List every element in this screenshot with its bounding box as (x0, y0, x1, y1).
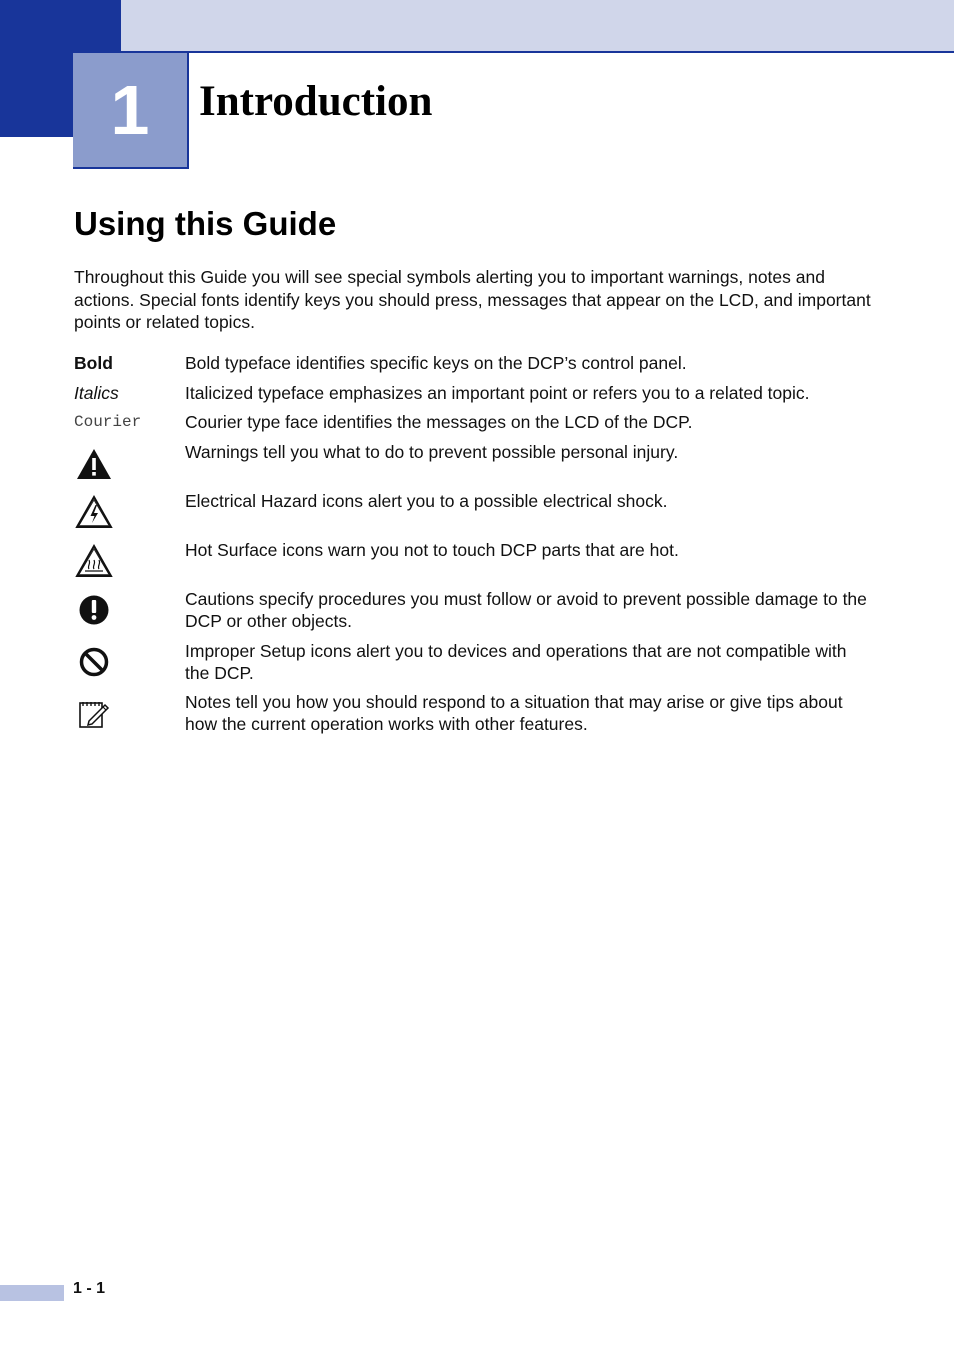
caution-icon (74, 588, 114, 628)
hot-surface-icon (74, 539, 114, 579)
icon-desc-warning: Warnings tell you what to do to prevent possible personal injury. (185, 442, 679, 462)
warning-icon (74, 441, 114, 481)
icon-desc-electrical-hazard: Electrical Hazard icons alert you to a possible electrical shock. (185, 491, 668, 511)
convention-term-bold: Bold (74, 353, 113, 373)
note-icon (74, 691, 114, 731)
icon-desc-caution: Cautions specify procedures you must follow or avoid to prevent possible damage to the DCP or other objects. (185, 589, 867, 631)
intro-paragraph: Throughout this Guide you will see special symbols alerting you to important warnings, notes and actions. Special fonts identify keys you should press, messages that appear on the LCD, and important points or related topics. (74, 267, 871, 332)
icon-desc-hot-surface: Hot Surface icons warn you not to touch DCP parts that are hot. (185, 540, 679, 560)
page-number: 1 - 1 (73, 1280, 106, 1297)
chapter-number-box (73, 53, 189, 169)
convention-term-italics: Italics (74, 383, 119, 403)
convention-desc-courier: Courier type face identifies the messages on the LCD of the DCP. (185, 412, 693, 432)
chapter-title: Introduction (199, 78, 433, 125)
convention-desc-italics: Italicized typeface emphasizes an important point or refers you to a related topic. (185, 383, 810, 403)
improper-setup-icon (74, 640, 114, 680)
header-rule (121, 51, 954, 53)
icon-desc-improper-setup: Improper Setup icons alert you to devices and operations that are not compatible with the DCP. (185, 641, 847, 683)
chapter-number: 1 (110, 71, 150, 149)
header-band-light (121, 0, 954, 52)
footer-bar (0, 1285, 64, 1301)
convention-term-courier: Courier (74, 413, 142, 431)
convention-desc-bold: Bold typeface identifies specific keys on the DCP’s control panel. (185, 353, 687, 373)
icon-desc-note: Notes tell you how you should respond to a situation that may arise or give tips about how the current operation works with other features. (185, 692, 843, 734)
electrical-hazard-icon (74, 490, 114, 530)
section-title: Using this Guide (74, 205, 337, 242)
